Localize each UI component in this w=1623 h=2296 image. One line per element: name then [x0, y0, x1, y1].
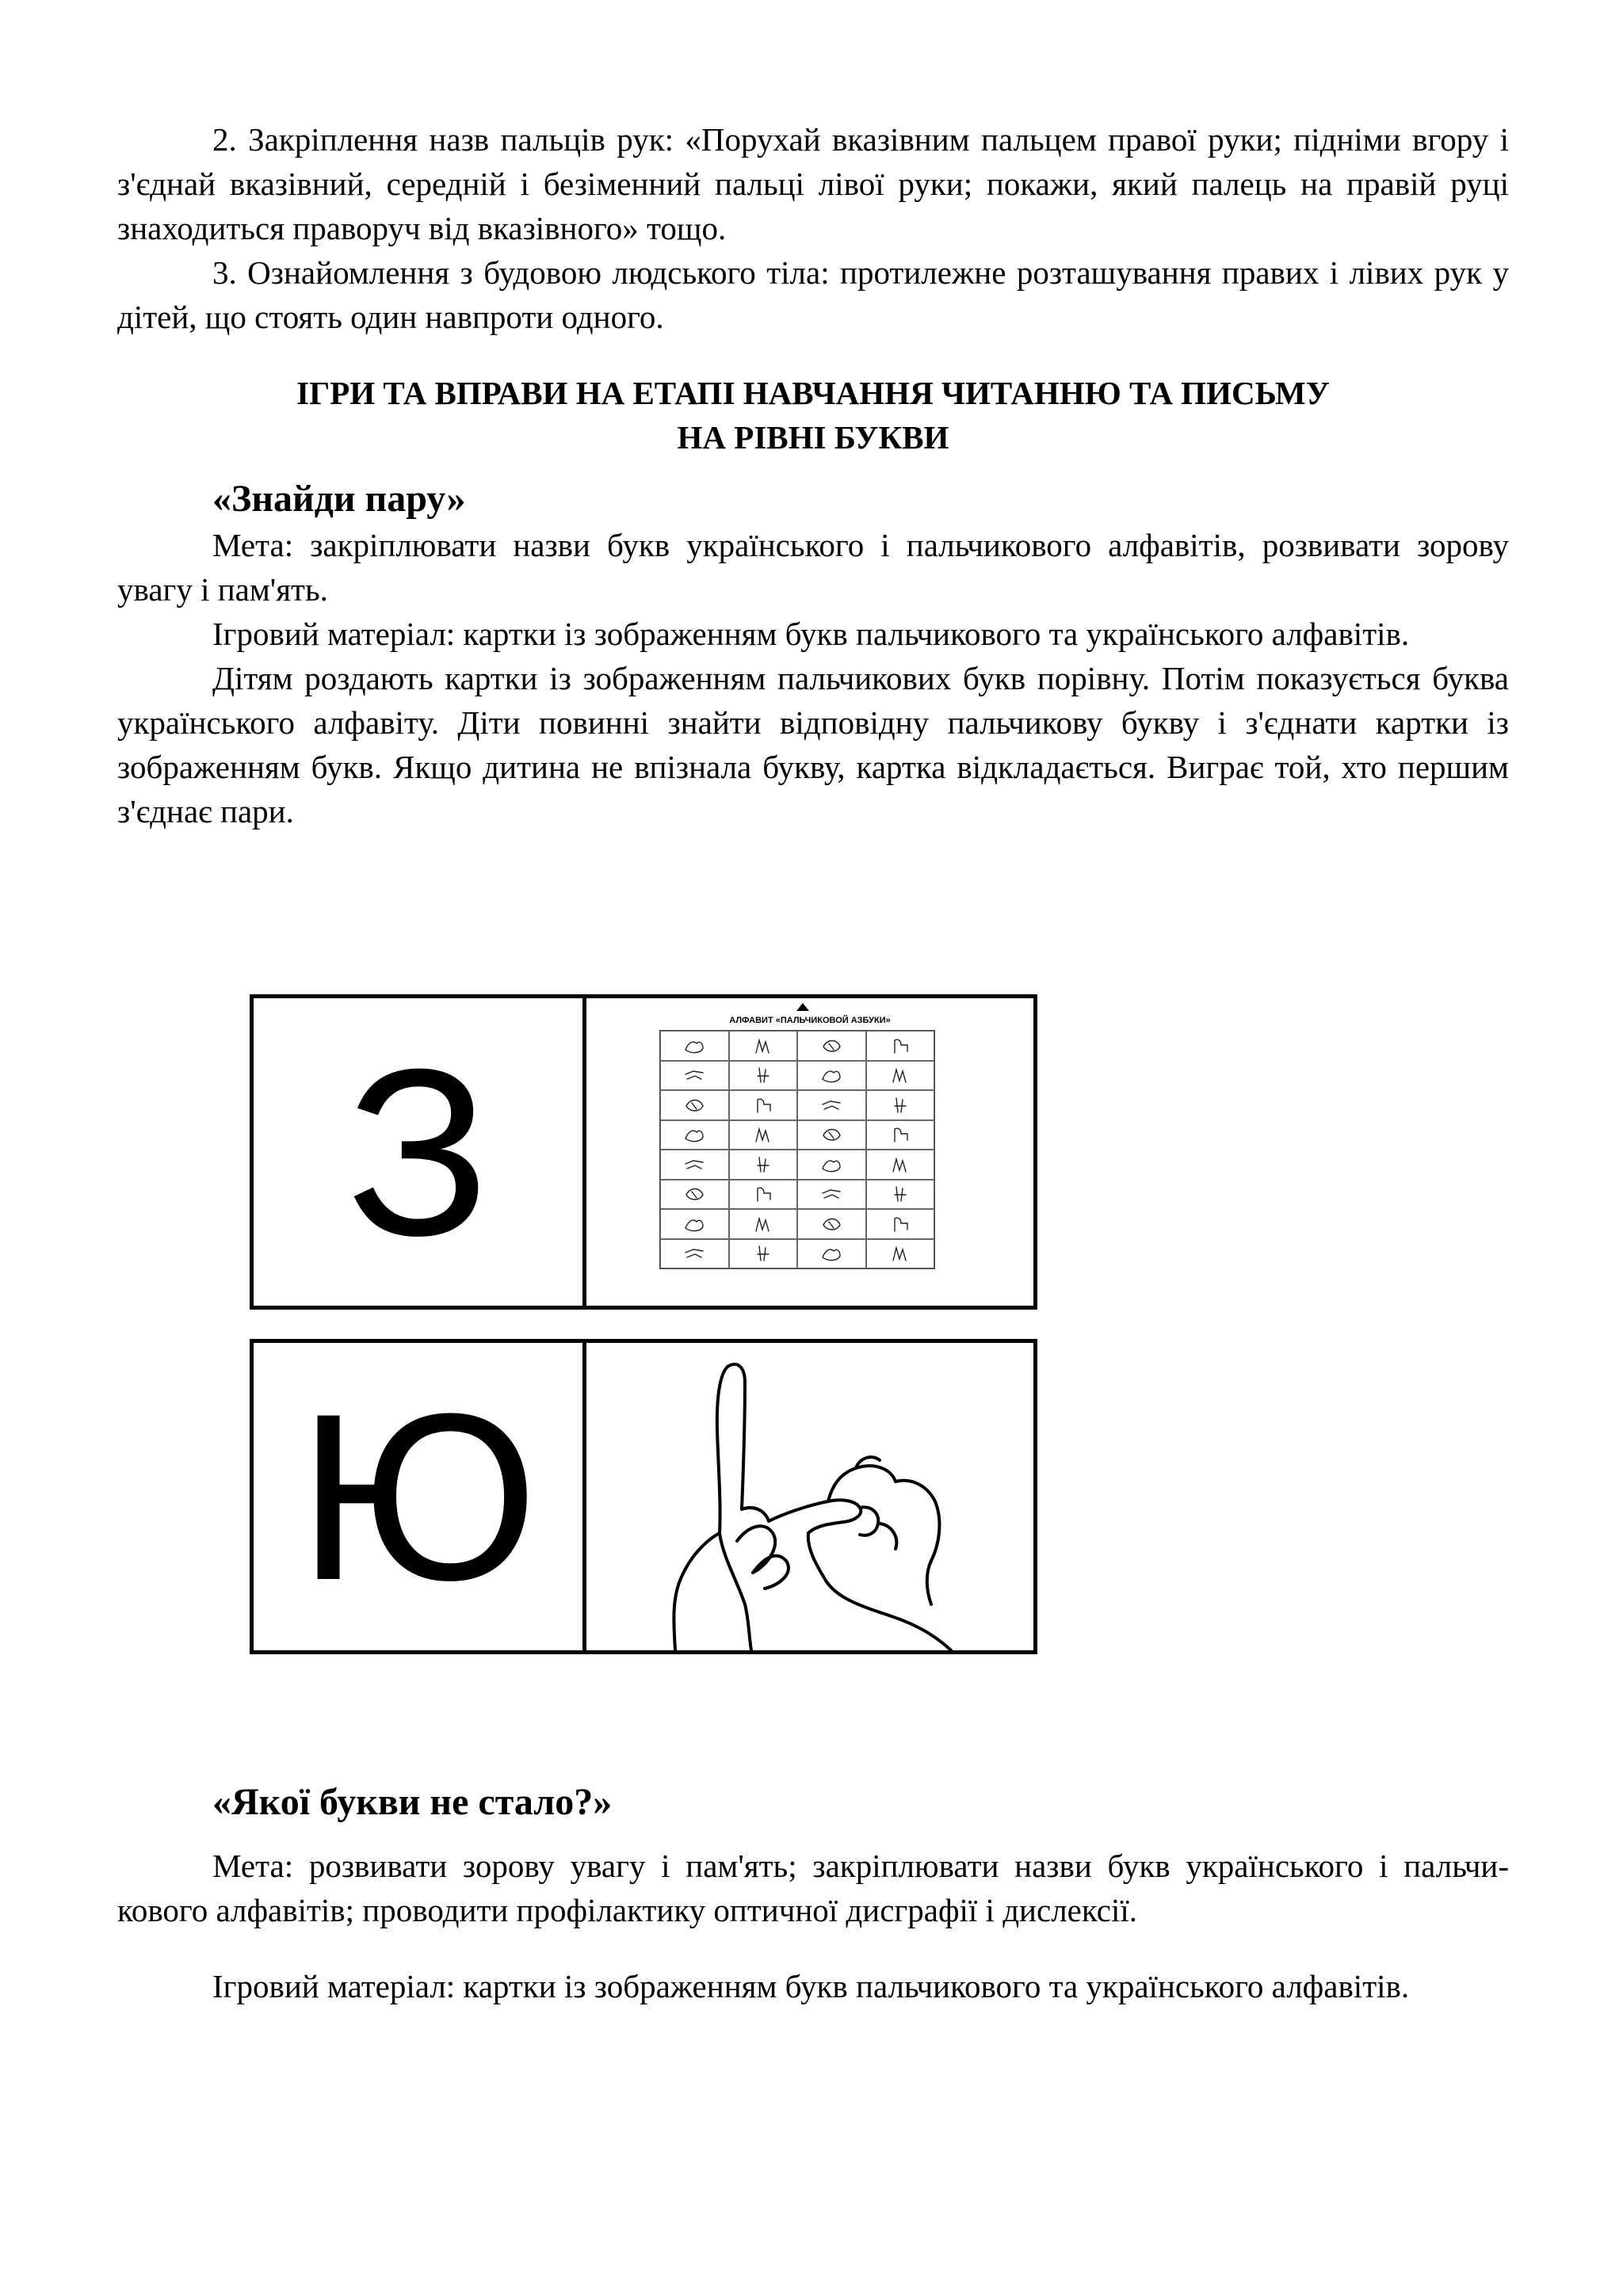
finger-letter-cell	[729, 1180, 798, 1210]
finger-letter-cell	[729, 1090, 798, 1120]
hand-sketch-icon	[819, 1095, 843, 1116]
finger-letter-cell	[866, 1239, 935, 1269]
hand-sketch-icon	[751, 1243, 775, 1264]
hand-sketch-icon	[888, 1065, 912, 1085]
finger-letter-cell	[660, 1120, 729, 1150]
hand-sketch-icon	[682, 1095, 706, 1116]
finger-sign-yu-card	[586, 1339, 1037, 1654]
letter-card-z	[250, 994, 586, 1310]
hand-sketch-icon	[751, 1154, 775, 1175]
hand-sketch-icon	[682, 1065, 706, 1085]
finger-letter-cell	[797, 1239, 866, 1269]
game-title-missing-letter: «Якої букви не стало?»	[212, 1781, 613, 1823]
finger-letter-cell	[866, 1180, 935, 1210]
finger-letter-cell	[797, 1120, 866, 1150]
finger-letter-cell	[660, 1061, 729, 1091]
finger-letter-cell	[866, 1209, 935, 1239]
section-title-line2: НА РІВНІ БУКВИ	[677, 419, 949, 456]
game1-rules: Дітям роздають картки із зображенням пальчикових букв порівну. Потім показується буква українського алфавіту. Діти повинні знайти відповідну пальчикову букву і з'єднати картки із зображенням букв. Якщо дитина не впізнала букву, картка відкладається. Виграє той, хто першим з'єднає пари.	[117, 660, 1509, 830]
hand-sketch-icon	[819, 1184, 843, 1204]
hand-sketch-icon	[819, 1035, 843, 1056]
finger-letter-cell	[866, 1090, 935, 1120]
game2-goal: Мета: розвивати зорову увагу і пам'ять; закріплювати назви букв українського і пальчи-кового алфавітів; проводити профілактику оптичної дисграфії і дислексії.	[117, 1848, 1509, 1928]
finger-letter-cell	[729, 1150, 798, 1180]
hand-sketch-icon	[682, 1214, 706, 1234]
hand-sign-icon	[618, 1343, 983, 1650]
finger-letter-cell	[866, 1031, 935, 1061]
game1-material: Ігровий матеріал: картки із зображенням букв пальчикового та українського алфавітів.	[212, 616, 1410, 652]
hand-sketch-icon	[682, 1243, 706, 1264]
hand-sketch-icon	[819, 1243, 843, 1264]
finger-letter-cell	[797, 1090, 866, 1120]
section-title-line1: ІГРИ ТА ВПРАВИ НА ЕТАПІ НАВЧАННЯ ЧИТАННЮ ТА ПИСЬМУ	[296, 375, 1330, 411]
finger-letter-cell	[797, 1061, 866, 1091]
hand-sketch-icon	[888, 1184, 912, 1204]
hand-sketch-icon	[751, 1095, 775, 1116]
letter-cards	[250, 994, 1037, 1654]
hand-sketch-icon	[682, 1124, 706, 1145]
paragraph-finger-names: 2. Закріплення назв пальців рук: «Порухай вказівним пальцем правої руки; підніми вгору і з'єднай вказівний, середній і безіменний пальці лівої руки; покажи, який палець на правій руці знаходиться праворуч від вказівного» тощо.	[117, 121, 1509, 246]
letter-z: З	[346, 1019, 491, 1285]
hand-sketch-icon	[888, 1124, 912, 1145]
hand-sketch-icon	[888, 1035, 912, 1056]
hand-sketch-icon	[819, 1065, 843, 1085]
chart-marker-icon	[796, 1003, 809, 1011]
game-title-find-pair: «Знайди пару»	[212, 478, 466, 520]
card-row-1	[250, 994, 1037, 1310]
hand-sketch-icon	[751, 1065, 775, 1085]
finger-letter-cell	[866, 1120, 935, 1150]
card-row-2	[250, 1339, 1037, 1654]
hand-sketch-icon	[819, 1154, 843, 1175]
hand-sketch-icon	[682, 1035, 706, 1056]
hand-sketch-icon	[751, 1214, 775, 1234]
hand-sketch-icon	[888, 1214, 912, 1234]
letter-yu: Ю	[297, 1363, 539, 1630]
finger-letter-cell	[729, 1120, 798, 1150]
hand-sketch-icon	[682, 1184, 706, 1204]
finger-letter-cell	[660, 1209, 729, 1239]
page-content	[117, 117, 1509, 833]
hand-sketch-icon	[819, 1124, 843, 1145]
finger-letter-cell	[797, 1180, 866, 1210]
finger-letter-cell	[729, 1031, 798, 1061]
finger-letter-cell	[729, 1239, 798, 1269]
letter-card-yu	[250, 1339, 586, 1654]
finger-letter-cell	[729, 1209, 798, 1239]
hand-sketch-icon	[888, 1243, 912, 1264]
hand-sketch-icon	[682, 1154, 706, 1175]
hand-sketch-icon	[888, 1095, 912, 1116]
finger-alphabet-chart-title: АЛФАВИТ «ПАЛЬЧИКОВОЙ АЗБУКИ»	[729, 1016, 891, 1025]
page-content-bottom	[117, 1779, 1509, 2008]
hand-sketch-icon	[751, 1184, 775, 1204]
hand-sketch-icon	[888, 1154, 912, 1175]
finger-letter-cell	[660, 1031, 729, 1061]
finger-letter-cell	[660, 1150, 729, 1180]
finger-letter-cell	[866, 1061, 935, 1091]
finger-letter-cell	[660, 1239, 729, 1269]
game1-goal: Мета: закріплювати назви букв українського і пальчикового алфавітів, розвивати зорову увагу і пам'ять.	[117, 527, 1509, 608]
finger-letter-cell	[729, 1061, 798, 1091]
finger-alphabet-grid	[659, 1030, 935, 1269]
finger-alphabet-chart-card	[586, 994, 1037, 1310]
finger-letter-cell	[660, 1090, 729, 1120]
finger-letter-cell	[797, 1150, 866, 1180]
finger-letter-cell	[866, 1150, 935, 1180]
hand-sketch-icon	[751, 1035, 775, 1056]
paragraph-body-structure: 3. Ознайомлення з будовою людського тіла: протилежне розташування правих і лівих рук у дітей, що стоять один навпроти одного.	[117, 254, 1509, 335]
finger-letter-cell	[797, 1031, 866, 1061]
game2-material: Ігровий матеріал: картки із зображенням букв пальчикового та українського алфавітів.	[212, 1968, 1410, 2004]
finger-letter-cell	[660, 1180, 729, 1210]
finger-letter-cell	[797, 1209, 866, 1239]
hand-sketch-icon	[751, 1124, 775, 1145]
hand-sketch-icon	[819, 1214, 843, 1234]
